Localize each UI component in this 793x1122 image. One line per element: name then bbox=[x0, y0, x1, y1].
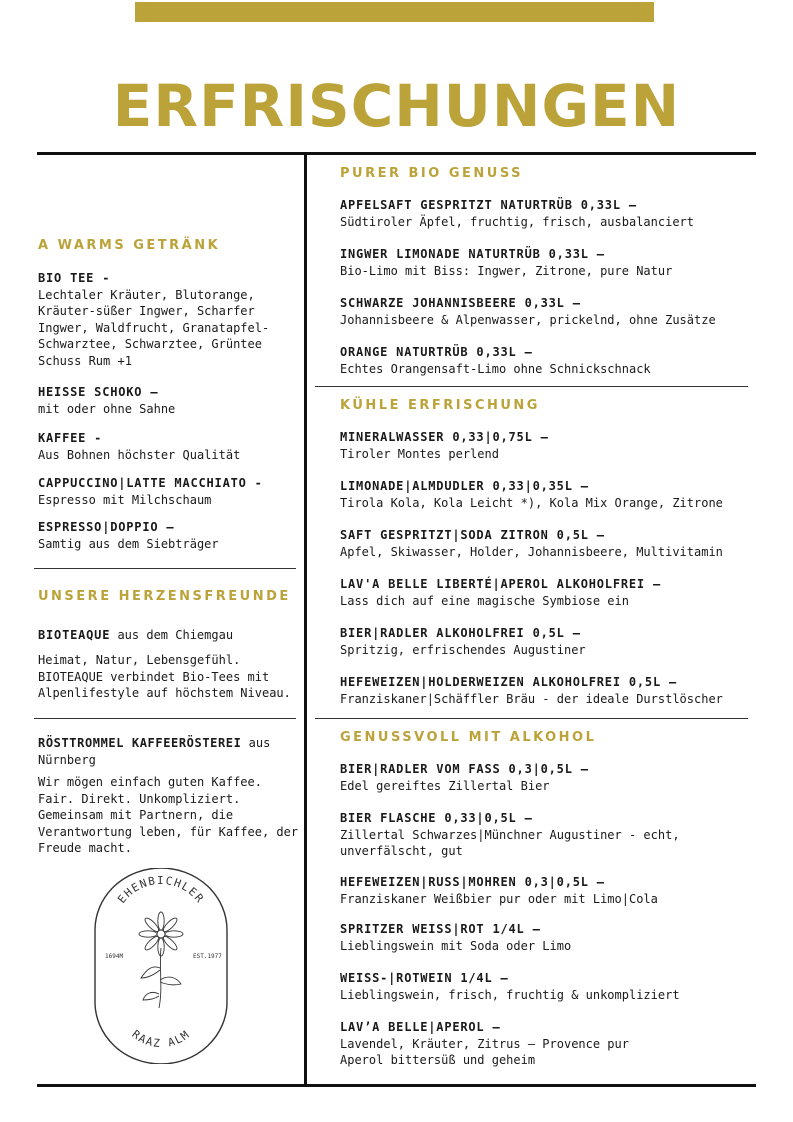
section-heading-warm: A WARMS GETRÄNK bbox=[38, 238, 221, 253]
item-name: MINERALWASSER 0,33|0,75L – bbox=[340, 430, 549, 444]
item-name: HEFEWEIZEN|HOLDERWEIZEN ALKOHOLFREI 0,5L – bbox=[340, 675, 678, 689]
item-name: HEFEWEIZEN|RUSS|MOHREN 0,3|0,5L – bbox=[340, 875, 605, 889]
menu-item-kaffee bbox=[38, 430, 303, 463]
menu-item-bier-vom-fass bbox=[340, 761, 760, 794]
menu-item-lava-belle-aperol bbox=[340, 1019, 640, 1069]
item-desc: Lechtaler Kräuter, Blutorange, Kräuter-süßer Ingwer, Scharfer Ingwer, Waldfrucht, Granatapfel-Schwarztee, Schwarztee, Grüntee Schuss Rum +1 bbox=[38, 287, 270, 368]
item-name: LIMONADE|ALMDUDLER 0,33|0,35L – bbox=[340, 479, 589, 493]
item-desc: Franziskaner Weißbier pur oder mit Limo|Cola bbox=[340, 891, 658, 906]
item-name: ESPRESSO|DOPPIO – bbox=[38, 520, 175, 534]
section-heading-alkohol: GENUSSVOLL MIT ALKOHOL bbox=[340, 730, 597, 745]
item-desc: Tiroler Montes perlend bbox=[340, 446, 499, 461]
menu-item-saft-gespritzt bbox=[340, 527, 760, 560]
item-desc: Südtiroler Äpfel, fruchtig, frisch, ausbalanciert bbox=[340, 214, 695, 229]
top-rule bbox=[37, 152, 756, 155]
menu-item-heisse-schoko bbox=[38, 384, 303, 417]
item-desc: Espresso mit Milchschaum bbox=[38, 492, 212, 507]
bottom-rule bbox=[37, 1084, 756, 1087]
item-desc: Franziskaner|Schäffler Bräu - der ideale Durstlöscher bbox=[340, 691, 723, 706]
item-name: BIER|RADLER VOM FASS 0,3|0,5L – bbox=[340, 762, 589, 776]
item-name: CAPPUCCINO|LATTE MACCHIATO - bbox=[38, 476, 263, 490]
item-name: LAV’A BELLE|APEROL – bbox=[340, 1020, 501, 1034]
menu-item-lava-belle-liberte bbox=[340, 576, 760, 609]
item-desc: Zillertal Schwarzes|Münchner Augustiner - echt, unverfälscht, gut bbox=[340, 827, 680, 858]
item-name: HEISSE SCHOKO – bbox=[38, 385, 159, 399]
item-desc: Lass dich auf eine magische Symbiose ein bbox=[340, 593, 629, 608]
item-name: KAFFEE - bbox=[38, 431, 103, 445]
item-name: APFELSAFT GESPRITZT NATURTRÜB 0,33L – bbox=[340, 198, 637, 212]
menu-item-espresso bbox=[38, 519, 303, 552]
item-name: SCHWARZE JOHANNISBEERE 0,33L – bbox=[340, 296, 581, 310]
item-desc: Johannisbeere & Alpenwasser, prickelnd, ohne Zusätze bbox=[340, 312, 716, 327]
left-separator-1 bbox=[34, 568, 296, 569]
logo-top-text: EHENBICHLER bbox=[115, 874, 207, 906]
item-desc: Echtes Orangensaft-Limo ohne Schnickschnack bbox=[340, 361, 651, 376]
menu-item-wein bbox=[340, 970, 760, 1003]
item-desc: Edel gereiftes Zillertal Bier bbox=[340, 778, 550, 793]
menu-item-limonade bbox=[340, 478, 760, 511]
item-desc: Apfel, Skiwasser, Holder, Johannisbeere, Multivitamin bbox=[340, 544, 723, 559]
item-name: INGWER LIMONADE NATURTRÜB 0,33L – bbox=[340, 247, 605, 261]
item-desc: mit oder ohne Sahne bbox=[38, 401, 176, 416]
partner-origin: aus Nürnberg bbox=[38, 736, 271, 767]
edelweiss-icon bbox=[139, 912, 183, 1008]
page-title: ERFRISCHUNGEN bbox=[112, 72, 681, 140]
partner-name: RÖSTTROMMEL KAFFEERÖSTEREI bbox=[38, 736, 242, 750]
left-separator-2 bbox=[34, 718, 296, 719]
section-heading-bio: PURER BIO GENUSS bbox=[340, 166, 523, 181]
partner-bioteaque-text: Heimat, Natur, Lebensgefühl. BIOTEAQUE verbindet Bio-Tees mit Alpenlifestyle auf höchstem Niveau. bbox=[38, 653, 291, 700]
partner-name: BIOTEAQUE bbox=[38, 628, 111, 642]
menu-item-hefeweizen-russ bbox=[340, 874, 760, 907]
right-separator-2 bbox=[315, 718, 748, 719]
menu-item-radler-alkoholfrei bbox=[340, 625, 760, 658]
item-name: SAFT GESPRITZT|SODA ZITRON 0,5L – bbox=[340, 528, 605, 542]
item-desc: Lieblingswein mit Soda oder Limo bbox=[340, 938, 572, 953]
item-desc: Spritzig, erfrischendes Augustiner bbox=[340, 642, 586, 657]
raaz-alm-logo bbox=[93, 868, 229, 1064]
section-heading-friends: UNSERE HERZENSFREUNDE bbox=[38, 589, 291, 604]
menu-item-hefeweizen-alkoholfrei bbox=[340, 674, 760, 707]
partner-roesttrommel-text: Wir mögen einfach guten Kaffee. Fair. Direkt. Unkompliziert. Gemeinsam mit Partnern, die Verantwortung leben, für Kaffee, der Freude macht. bbox=[38, 775, 299, 855]
item-name: BIER FLASCHE 0,33|0,5L – bbox=[340, 811, 533, 825]
item-name: LAV'A BELLE LIBERTÉ|APEROL ALKOHOLFREI – bbox=[340, 577, 661, 591]
item-desc: Aus Bohnen höchster Qualität bbox=[38, 447, 241, 462]
menu-item-spritzer bbox=[340, 921, 760, 954]
partner-roesttrommel-title bbox=[38, 735, 300, 768]
menu-item-orange bbox=[340, 344, 760, 377]
menu-item-ingwer-limonade bbox=[340, 246, 760, 279]
item-name: WEISS-|ROTWEIN 1/4L – bbox=[340, 971, 509, 985]
item-name: BIO TEE - bbox=[38, 271, 111, 285]
partner-origin: aus dem Chiemgau bbox=[110, 628, 234, 642]
column-divider bbox=[304, 152, 307, 1087]
logo-right-text: EST.1977 bbox=[193, 953, 222, 960]
item-desc: Lieblingswein, frisch, fruchtig & unkompliziert bbox=[340, 987, 680, 1002]
item-name: BIER|RADLER ALKOHOLFREI 0,5L – bbox=[340, 626, 581, 640]
logo-bottom-text: RAAZ ALM bbox=[129, 1027, 193, 1051]
top-accent-bar bbox=[135, 2, 654, 22]
item-desc: Lavendel, Kräuter, Zitrus – Provence pur Aperol bittersüß und geheim bbox=[340, 1036, 629, 1067]
menu-item-apfelsaft bbox=[340, 197, 760, 230]
menu-item-bio-tee bbox=[38, 270, 303, 369]
menu-item-cappuccino bbox=[38, 475, 303, 508]
logo-left-text: 1694M bbox=[105, 953, 124, 960]
item-desc: Tirola Kola, Kola Leicht *), Kola Mix Orange, Zitrone bbox=[340, 495, 723, 510]
menu-item-mineralwasser bbox=[340, 429, 760, 462]
partner-bioteaque-title bbox=[38, 627, 303, 644]
item-name: SPRITZER WEISS|ROT 1/4L – bbox=[340, 922, 541, 936]
menu-item-johannisbeere bbox=[340, 295, 760, 328]
item-desc: Samtig aus dem Siebträger bbox=[38, 536, 219, 551]
item-name: ORANGE NATURTRÜB 0,33L – bbox=[340, 345, 533, 359]
section-heading-kuehl: KÜHLE ERFRISCHUNG bbox=[340, 398, 540, 413]
right-separator-1 bbox=[315, 386, 748, 387]
menu-item-bier-flasche bbox=[340, 810, 740, 860]
item-desc: Bio-Limo mit Biss: Ingwer, Zitrone, pure Natur bbox=[340, 263, 673, 278]
